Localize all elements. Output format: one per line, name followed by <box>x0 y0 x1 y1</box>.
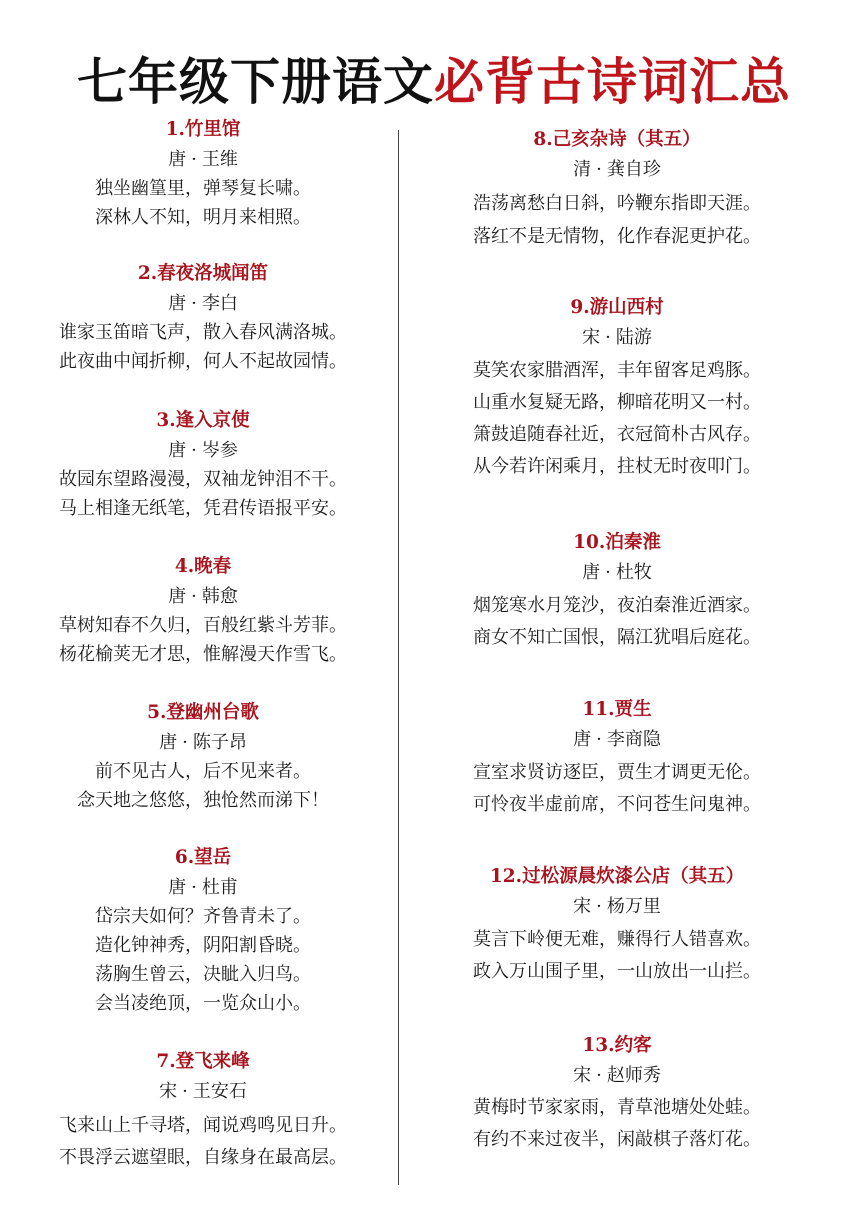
poem-title: 1.竹里馆 <box>165 119 241 140</box>
poem-8 <box>412 128 822 253</box>
poem-line: 落红不是无情物，化作春泥更护花。 <box>473 226 761 247</box>
poem-author-line: 唐 · 岑参 <box>168 440 238 461</box>
poem-title: 9.游山西村 <box>570 297 664 318</box>
poem-11 <box>412 698 822 821</box>
poem-line: 不畏浮云遮望眼，自缘身在最高层。 <box>59 1147 347 1168</box>
poem-1 <box>12 118 394 232</box>
poem-5 <box>12 701 394 815</box>
page-title <box>0 52 868 112</box>
poem-author: 王安石 <box>192 1081 247 1102</box>
page-title-part2: 必背古诗词汇总 <box>434 53 791 111</box>
poem-title: 7.登飞来峰 <box>156 1051 250 1072</box>
poem-line: 荡胸生曾云，决眦入归鸟。 <box>95 964 311 985</box>
poem-author: 陈子昂 <box>192 732 247 753</box>
poem-title: 3.逢入京使 <box>156 410 250 431</box>
poem-author: 赵师秀 <box>606 1065 661 1086</box>
poem-author: 龚自珍 <box>606 159 661 180</box>
poem-dynasty: 唐 <box>168 586 187 607</box>
poem-line: 从今若许闲乘月，拄杖无时夜叩门。 <box>473 456 761 477</box>
poem-dynasty: 宋 <box>582 327 601 348</box>
poem-author-line: 宋 · 杨万里 <box>573 896 661 917</box>
poem-title: 12.过松源晨炊漆公店（其五） <box>489 866 745 887</box>
poem-dynasty: 宋 <box>573 1065 592 1086</box>
poem-dynasty: 宋 <box>159 1081 178 1102</box>
poem-author: 李白 <box>201 293 238 314</box>
poem-4 <box>12 555 394 669</box>
poem-line: 前不见古人，后不见来者。 <box>95 761 311 782</box>
poem-author-line: 唐 · 李白 <box>168 293 238 314</box>
poem-author: 韩愈 <box>201 586 238 607</box>
poem-author-line: 唐 · 杜牧 <box>582 562 652 583</box>
poem-line: 政入万山围子里，一山放出一山拦。 <box>473 961 761 982</box>
poem-line: 深林人不知，明月来相照。 <box>95 207 311 228</box>
poem-line: 黄梅时节家家雨，青草池塘处处蛙。 <box>473 1097 761 1118</box>
poem-author: 陆游 <box>615 327 652 348</box>
poem-line: 商女不知亡国恨，隔江犹唱后庭花。 <box>473 627 761 648</box>
poem-title: 8.己亥杂诗（其五） <box>533 129 701 150</box>
poem-line: 莫言下岭便无难，赚得行人错喜欢。 <box>473 929 761 950</box>
poem-author: 杨万里 <box>606 896 661 917</box>
poem-13 <box>412 1034 822 1156</box>
poem-line: 烟笼寒水月笼沙，夜泊秦淮近酒家。 <box>473 595 761 616</box>
poem-author-line: 宋 · 陆游 <box>582 327 652 348</box>
poem-7 <box>12 1050 394 1174</box>
poem-title: 13.约客 <box>582 1035 652 1056</box>
poem-6 <box>12 846 394 1018</box>
poem-line: 有约不来过夜半，闲敲棋子落灯花。 <box>473 1129 761 1150</box>
poem-title: 2.春夜洛城闻笛 <box>137 263 269 284</box>
poem-line: 宣室求贤访逐臣，贾生才调更无伦。 <box>473 762 761 783</box>
poem-line: 此夜曲中闻折柳，何人不起故园情。 <box>59 351 347 372</box>
poem-dynasty: 唐 <box>168 149 187 170</box>
poem-author-line: 清 · 龚自珍 <box>573 159 661 180</box>
poem-author-line: 唐 · 李商隐 <box>573 729 661 750</box>
poem-title: 11.贾生 <box>582 699 652 720</box>
poem-line: 造化钟神秀，阴阳割昏晓。 <box>95 935 311 956</box>
poem-line: 马上相逢无纸笔，凭君传语报平安。 <box>59 498 347 519</box>
poem-author-line: 唐 · 韩愈 <box>168 586 238 607</box>
poem-line: 谁家玉笛暗飞声，散入春风满洛城。 <box>59 322 347 343</box>
poem-author-line: 宋 · 赵师秀 <box>573 1065 661 1086</box>
poem-author: 李商隐 <box>606 729 661 750</box>
poem-line: 山重水复疑无路，柳暗花明又一村。 <box>473 392 761 413</box>
poem-line: 箫鼓追随春社近，衣冠简朴古风存。 <box>473 424 761 445</box>
poem-dynasty: 宋 <box>573 896 592 917</box>
poem-9 <box>412 296 822 483</box>
poem-title: 5.登幽州台歌 <box>147 702 259 723</box>
poem-3 <box>12 409 394 523</box>
poem-author: 杜牧 <box>615 562 652 583</box>
poem-dynasty: 唐 <box>573 729 592 750</box>
poem-line: 岱宗夫如何？齐鲁青未了。 <box>95 906 311 927</box>
poem-dynasty: 唐 <box>168 440 187 461</box>
poem-line: 杨花榆荚无才思，惟解漫天作雪飞。 <box>59 644 347 665</box>
poem-title: 10.泊秦淮 <box>573 532 661 553</box>
poem-10 <box>412 531 822 654</box>
poem-12 <box>412 865 822 988</box>
poem-line: 飞来山上千寻塔，闻说鸡鸣见日升。 <box>59 1115 347 1136</box>
poem-author: 王维 <box>201 149 238 170</box>
poem-line: 独坐幽篁里，弹琴复长啸。 <box>95 178 311 199</box>
poem-dynasty: 唐 <box>168 293 187 314</box>
column-divider <box>398 130 399 1185</box>
poem-title: 4.晚春 <box>174 556 232 577</box>
poem-author-line: 唐 · 王维 <box>168 149 238 170</box>
poem-line: 念天地之悠悠，独怆然而涕下！ <box>77 790 329 811</box>
poem-line: 故园东望路漫漫，双袖龙钟泪不干。 <box>59 469 347 490</box>
poem-line: 浩荡离愁白日斜，吟鞭东指即天涯。 <box>473 193 761 214</box>
poem-author: 岑参 <box>201 440 238 461</box>
poem-line: 会当凌绝顶，一览众山小。 <box>95 993 311 1014</box>
poem-line: 可怜夜半虚前席，不问苍生问鬼神。 <box>473 794 761 815</box>
poem-author: 杜甫 <box>201 877 238 898</box>
poem-line: 草树知春不久归，百般红紫斗芳菲。 <box>59 615 347 636</box>
poem-author-line: 宋 · 王安石 <box>159 1081 247 1102</box>
page-title-part1: 七年级下册语文 <box>77 53 434 111</box>
poem-dynasty: 唐 <box>159 732 178 753</box>
poem-line: 莫笑农家腊酒浑，丰年留客足鸡豚。 <box>473 360 761 381</box>
poem-2 <box>12 262 394 376</box>
poem-author-line: 唐 · 杜甫 <box>168 877 238 898</box>
poem-dynasty: 唐 <box>168 877 187 898</box>
poem-dynasty: 清 <box>573 159 592 180</box>
poem-title: 6.望岳 <box>174 847 232 868</box>
poem-dynasty: 唐 <box>582 562 601 583</box>
poem-author-line: 唐 · 陈子昂 <box>159 732 247 753</box>
